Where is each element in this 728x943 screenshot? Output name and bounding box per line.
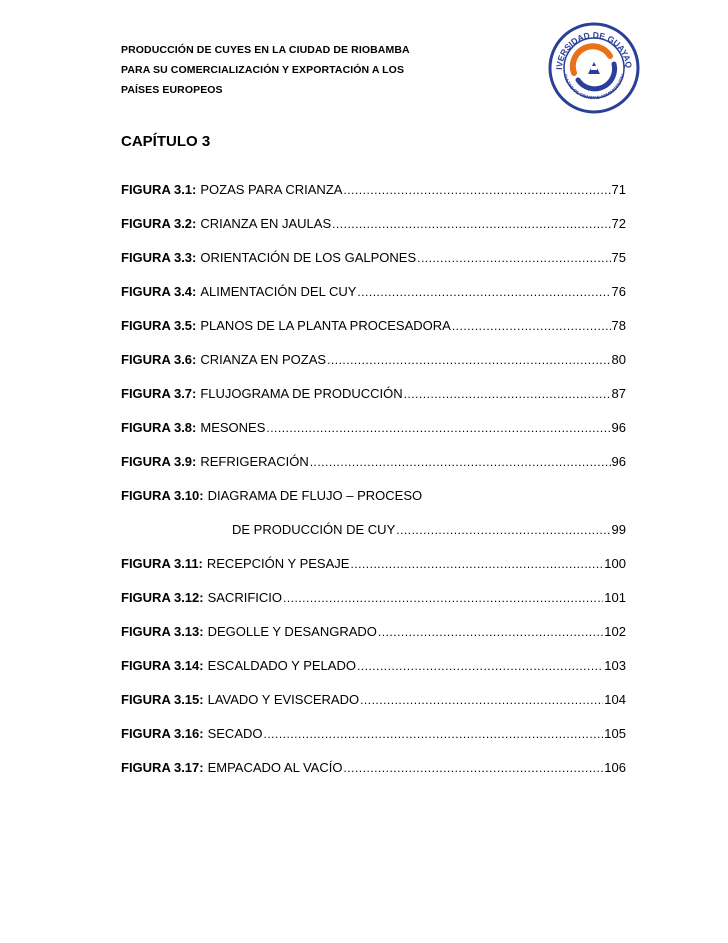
page-number: 100 (604, 556, 626, 571)
toc-entry (121, 454, 626, 488)
figure-title: SACRIFICIO (207, 590, 282, 605)
page-number: 99 (611, 522, 626, 537)
page-number: 101 (604, 590, 626, 605)
dot-leader (417, 251, 610, 265)
dot-leader (283, 591, 603, 605)
figure-label: FIGURA 3.6: (121, 352, 197, 367)
figure-label: FIGURA 3.14: (121, 658, 204, 673)
figure-title: DE PRODUCCIÓN DE CUY (232, 522, 396, 537)
figure-title: MESONES (200, 420, 266, 435)
page-number: 71 (611, 182, 626, 197)
toc-entry (121, 284, 626, 318)
figure-label: FIGURA 3.7: (121, 386, 197, 401)
figure-label: FIGURA 3.4: (121, 284, 197, 299)
dot-leader (357, 285, 610, 299)
toc-entry (121, 590, 626, 624)
figure-label: FIGURA 3.15: (121, 692, 204, 707)
dot-leader (404, 387, 611, 401)
figure-label: FIGURA 3.9: (121, 454, 197, 469)
figure-label: FIGURA 3.10: (121, 488, 204, 503)
dot-leader (343, 183, 610, 197)
page-number: 105 (604, 726, 626, 741)
toc-entry (121, 250, 626, 284)
dot-leader (357, 659, 603, 673)
dot-leader (327, 353, 610, 367)
figure-title: ALIMENTACIÓN DEL CUY (200, 284, 357, 299)
figure-label: FIGURA 3.16: (121, 726, 204, 741)
page-number: 103 (604, 658, 626, 673)
logo-bottom-text: CULTAD DE CIENCIAS ADMINISTRATIV (562, 73, 626, 101)
figure-label: FIGURA 3.17: (121, 760, 204, 775)
toc-entry (121, 692, 626, 726)
page-number: 75 (611, 250, 626, 265)
toc-entry (121, 658, 626, 692)
header-line-3: PAÍSES EUROPEOS (121, 84, 223, 96)
figure-title: FLUJOGRAMA DE PRODUCCIÓN (200, 386, 403, 401)
toc-entry (121, 352, 626, 386)
figure-title: REFRIGERACIÓN (200, 454, 309, 469)
figure-title: SECADO (207, 726, 263, 741)
figure-label: FIGURA 3.11: (121, 556, 203, 571)
dot-leader (452, 319, 611, 333)
page-number: 102 (604, 624, 626, 639)
figure-label: FIGURA 3.1: (121, 182, 197, 197)
university-seal-icon (544, 18, 644, 118)
dot-leader (396, 523, 610, 537)
figure-label: FIGURA 3.2: (121, 216, 197, 231)
dot-leader (332, 217, 610, 231)
figure-title: POZAS PARA CRIANZA (200, 182, 343, 197)
figure-title: RECEPCIÓN Y PESAJE (206, 556, 350, 571)
dot-leader (264, 727, 604, 741)
figure-title: ORIENTACIÓN DE LOS GALPONES (200, 250, 417, 265)
toc-entry (121, 182, 626, 216)
page-number: 96 (611, 454, 626, 469)
toc-entry (121, 386, 626, 420)
figure-label: FIGURA 3.8: (121, 420, 197, 435)
figure-title: PLANOS DE LA PLANTA PROCESADORA (200, 318, 451, 333)
toc-entry (121, 318, 626, 352)
figure-label: FIGURA 3.3: (121, 250, 197, 265)
toc-entry (121, 420, 626, 454)
figure-title: LAVADO Y EVISCERADO (207, 692, 360, 707)
figure-title: CRIANZA EN POZAS (200, 352, 327, 367)
dot-leader (343, 761, 603, 775)
toc-entry (121, 760, 626, 794)
page-number: 78 (611, 318, 626, 333)
page-number: 106 (604, 760, 626, 775)
dot-leader (360, 693, 603, 707)
page-number: 96 (611, 420, 626, 435)
header-line-2: PARA SU COMERCIALIZACIÓN Y EXPORTACIÓN A LOS (121, 64, 405, 76)
toc-entry (121, 726, 626, 760)
figure-title: CRIANZA EN JAULAS (200, 216, 332, 231)
figure-title: ESCALDADO Y PELADO (207, 658, 356, 673)
page-number: 104 (604, 692, 626, 707)
toc-entry-continuation (121, 522, 626, 556)
dot-leader (310, 455, 611, 469)
chapter-title: CAPÍTULO 3 (121, 133, 211, 150)
figure-title: DIAGRAMA DE FLUJO – PROCESO (207, 488, 423, 503)
figure-title: EMPACADO AL VACÍO (207, 760, 343, 775)
page-number: 80 (611, 352, 626, 367)
toc-entry (121, 216, 626, 250)
dot-leader (378, 625, 603, 639)
document-header (121, 40, 451, 100)
page-number: 87 (611, 386, 626, 401)
logo-top-text: IVERSIDAD DE GUAYAQ (553, 29, 635, 70)
figure-label: FIGURA 3.13: (121, 624, 204, 639)
dot-leader (266, 421, 610, 435)
figure-index (121, 182, 626, 794)
figure-label: FIGURA 3.5: (121, 318, 197, 333)
toc-entry (121, 624, 626, 658)
toc-entry (121, 556, 626, 590)
figure-label: FIGURA 3.12: (121, 590, 204, 605)
figure-title: DEGOLLE Y DESANGRADO (207, 624, 377, 639)
page-number: 72 (611, 216, 626, 231)
page-number: 76 (611, 284, 626, 299)
toc-entry (121, 488, 626, 522)
dot-leader (350, 557, 603, 571)
header-line-1: PRODUCCIÓN DE CUYES EN LA CIUDAD DE RIOBAMBA (121, 44, 410, 56)
